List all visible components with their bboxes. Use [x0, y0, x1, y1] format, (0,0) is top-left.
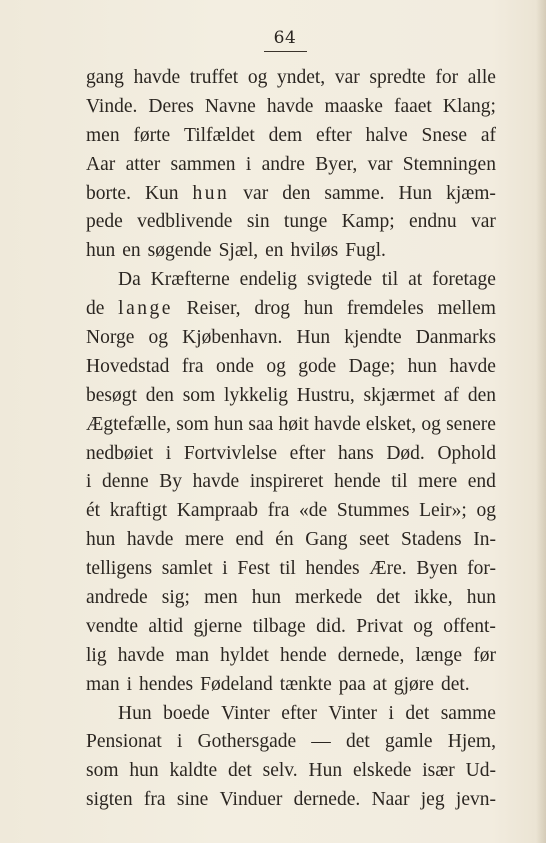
text-word: Hovedstad: [86, 355, 170, 377]
text-word: efter: [281, 702, 317, 724]
text-word: Navne: [204, 95, 256, 117]
text-word: sin: [246, 211, 270, 233]
text-line: [86, 555, 496, 584]
text-word: i: [165, 442, 172, 464]
text-word: at: [372, 673, 387, 695]
text-word: den: [145, 384, 174, 406]
text-word: telligens: [86, 558, 153, 580]
text-word: var: [471, 211, 496, 233]
text-word: endnu: [409, 211, 457, 233]
text-word: gjøre: [393, 673, 434, 695]
text-word: yndet,: [276, 67, 326, 88]
text-word: i: [126, 673, 132, 695]
text-word: foretage: [432, 269, 496, 291]
text-word: Fest: [237, 558, 270, 580]
text-line: [86, 266, 496, 295]
text-word: tunge: [283, 211, 328, 233]
text-word: hun: [303, 298, 334, 320]
text-word: Fortvivlelse: [183, 442, 277, 464]
text-word: det.: [440, 673, 470, 695]
text-word: mellem: [437, 298, 496, 320]
text-word: samlet: [161, 558, 213, 580]
text-word: pede: [86, 211, 123, 233]
text-word: og: [421, 413, 441, 435]
text-word: Gang: [305, 529, 348, 551]
text-word: Danmarks: [415, 327, 496, 349]
text-word: Aar: [86, 153, 116, 175]
text-word: altid: [148, 615, 184, 637]
text-word: i: [388, 702, 394, 724]
text-word: seet: [359, 529, 390, 551]
text-word: saa: [248, 413, 274, 435]
text-word: Kjøbenhavn.: [182, 327, 283, 349]
text-word: elsket,: [365, 413, 417, 435]
text-word: og: [413, 615, 433, 637]
text-word: Fugl.: [345, 240, 386, 262]
text-word: Stadens: [400, 529, 462, 551]
text-word: paa: [338, 673, 366, 695]
text-word: Leir»;: [419, 500, 467, 522]
text-word: havde: [126, 529, 174, 551]
text-word: vedblivende: [137, 211, 233, 233]
text-word: som: [86, 760, 119, 782]
text-word: Da: [118, 269, 141, 291]
text-line: [86, 151, 496, 180]
text-word: samme.: [324, 182, 385, 204]
text-word: det: [405, 702, 430, 724]
text-word: men: [86, 124, 120, 146]
text-line: [86, 382, 496, 411]
text-word: i: [245, 153, 252, 175]
text-word: i: [177, 731, 183, 753]
text-word: tænkte: [279, 673, 332, 695]
text-word: Byer,: [315, 153, 358, 175]
text-line: [86, 642, 496, 671]
text-word: Snese: [421, 124, 468, 146]
text-line: [86, 671, 496, 700]
text-line: [86, 613, 496, 642]
text-word: og: [266, 355, 286, 377]
text-word: boede: [163, 702, 210, 724]
text-word: Gothersgade: [197, 731, 297, 753]
text-word: lange: [118, 298, 173, 320]
text-word: did.: [316, 615, 346, 637]
text-word: en: [265, 240, 284, 262]
text-line: [86, 440, 496, 469]
text-word: Kræfterne: [150, 269, 230, 291]
text-word: offent-: [443, 615, 496, 637]
text-word: i: [222, 558, 228, 580]
text-word: kaldte: [169, 760, 218, 782]
text-word: søgende: [147, 240, 212, 262]
text-word: Fødeland: [200, 673, 273, 695]
text-word: førte: [133, 124, 171, 146]
text-word: ikke,: [414, 587, 453, 609]
text-word: til: [279, 558, 296, 580]
text-line: [86, 64, 496, 93]
text-word: den: [467, 384, 496, 406]
text-word: svigtede: [306, 269, 372, 291]
text-word: mere: [418, 471, 458, 493]
text-line: [86, 728, 496, 757]
text-word: Deres: [148, 95, 194, 117]
text-word: merkede: [295, 587, 363, 609]
text-word: man: [86, 673, 120, 695]
text-word: gode: [298, 355, 337, 377]
text-line: [86, 468, 496, 497]
text-word: denne: [102, 471, 149, 493]
text-word: efter: [289, 442, 326, 464]
text-word: fra: [267, 500, 290, 522]
text-word: sine: [176, 789, 209, 811]
text-word: til: [391, 471, 408, 493]
text-word: før: [473, 644, 496, 666]
text-word: dernede,: [337, 644, 405, 666]
text-word: høit: [278, 413, 309, 435]
text-word: end: [235, 529, 264, 551]
text-word: —: [311, 731, 331, 753]
text-word: ét: [86, 500, 101, 522]
text-word: hans: [337, 442, 374, 464]
text-word: hende: [280, 644, 327, 666]
text-word: og: [247, 67, 268, 88]
text-word: mere: [184, 529, 224, 551]
text-word: havde: [266, 95, 314, 117]
text-word: havde: [133, 67, 181, 88]
text-word: Vinter: [221, 702, 270, 724]
text-word: nedbøiet: [86, 442, 154, 464]
text-word: Hun: [118, 702, 152, 724]
text-word: selv.: [262, 760, 298, 782]
text-line: [86, 700, 496, 729]
text-word: Ophold: [437, 442, 496, 464]
text-word: Hun: [308, 760, 343, 782]
text-word: hun: [251, 587, 281, 609]
text-line: [86, 324, 496, 353]
text-word: at: [408, 269, 423, 291]
text-line: [86, 93, 496, 122]
text-word: samme: [440, 702, 496, 724]
text-word: «de: [299, 500, 328, 522]
text-word: faaet: [393, 95, 432, 117]
text-line: [86, 295, 496, 324]
text-word: var: [334, 67, 360, 88]
text-word: hun: [129, 760, 159, 782]
text-word: besøgt: [86, 384, 137, 406]
text-line: [86, 208, 496, 237]
text-word: man: [175, 644, 210, 666]
text-word: fremdeles: [346, 298, 424, 320]
text-word: Ud-: [465, 760, 496, 782]
text-word: maaske: [324, 95, 383, 117]
text-word: Dage;: [348, 355, 396, 377]
text-word: Norge: [86, 327, 135, 349]
text-word: havde: [192, 471, 240, 493]
text-word: Byen: [416, 558, 458, 580]
text-word: inspireret: [249, 471, 324, 493]
text-word: hun: [213, 413, 244, 435]
text-word: én: [275, 529, 294, 551]
text-word: Naar: [371, 789, 410, 811]
text-word: Hustru,: [296, 384, 355, 406]
text-word: lykkelig: [224, 384, 288, 406]
text-word: var: [367, 153, 393, 175]
text-word: Hun: [398, 182, 433, 204]
text-word: sammen: [170, 153, 236, 175]
text-word: skjærmet: [363, 384, 436, 406]
text-word: som: [182, 384, 216, 406]
text-word: længe: [415, 644, 463, 666]
text-word: Ægtefælle,: [86, 413, 172, 435]
text-word: til: [381, 269, 399, 291]
text-word: Kamp;: [341, 211, 395, 233]
text-word: gjerne: [193, 615, 243, 637]
text-word: den: [282, 182, 311, 204]
text-word: hendes: [139, 673, 194, 695]
text-word: By: [159, 471, 182, 493]
text-word: hende: [334, 471, 381, 493]
text-word: dernede.: [293, 789, 361, 811]
text-word: var: [243, 182, 269, 204]
text-word: hendes: [305, 558, 360, 580]
text-line: [86, 786, 496, 815]
text-word: havde: [314, 413, 361, 435]
text-word: onde: [215, 355, 254, 377]
text-word: det: [376, 587, 401, 609]
text-word: Hun: [296, 327, 331, 349]
text-word: gang: [86, 67, 124, 88]
text-word: atter: [125, 153, 161, 175]
text-word: det: [345, 731, 370, 753]
text-word: endelig: [239, 269, 298, 291]
text-word: In-: [473, 529, 496, 551]
text-word: hun: [407, 355, 437, 377]
text-word: Reiser,: [186, 298, 241, 320]
body-text: [86, 64, 496, 815]
text-word: en: [122, 240, 141, 262]
text-word: det: [227, 760, 252, 782]
text-word: andrede: [86, 587, 148, 609]
text-word: Sjæl,: [218, 240, 259, 262]
text-word: hun: [192, 182, 230, 204]
text-word: og: [476, 500, 496, 522]
text-word: elskede: [352, 760, 412, 782]
text-word: de: [86, 298, 105, 320]
text-word: end: [467, 471, 496, 493]
text-word: senere: [446, 413, 496, 435]
text-word: sig;: [161, 587, 190, 609]
text-word: jevn-: [455, 789, 496, 811]
page-edge-shadow: [536, 0, 546, 843]
text-word: Kampraab: [176, 500, 259, 522]
text-line: [86, 497, 496, 526]
text-line: [86, 237, 496, 266]
text-word: Kun: [144, 182, 179, 204]
text-word: i: [86, 471, 92, 493]
text-word: som: [176, 413, 209, 435]
text-word: borte.: [86, 182, 131, 204]
text-word: halve: [365, 124, 408, 146]
text-word: kraftigt: [109, 500, 168, 522]
text-word: Tilfældet: [183, 124, 255, 146]
text-word: Klang;: [442, 95, 496, 117]
text-word: truffet: [189, 67, 239, 88]
text-word: havde: [449, 355, 496, 377]
text-word: lig: [86, 644, 107, 666]
text-word: spredte: [369, 67, 426, 88]
text-word: men: [204, 587, 238, 609]
text-line: [86, 757, 496, 786]
text-word: hun: [86, 240, 116, 262]
text-word: Vinduer: [219, 789, 283, 811]
text-word: alle: [467, 67, 496, 88]
text-word: Stemningen: [402, 153, 496, 175]
text-word: hviløs: [290, 240, 339, 262]
page-number-rule: [264, 51, 307, 52]
text-word: og: [148, 327, 169, 349]
text-word: andre: [261, 153, 305, 175]
text-word: kjendte: [344, 327, 402, 349]
text-word: Pensionat: [86, 731, 162, 753]
text-word: for: [435, 67, 459, 88]
text-word: efter: [315, 124, 352, 146]
text-word: tilbage: [252, 615, 306, 637]
page-number: 64: [273, 28, 297, 48]
text-line: [86, 584, 496, 613]
text-word: hun: [86, 529, 116, 551]
text-line: [86, 180, 496, 209]
text-word: Vinter: [328, 702, 378, 724]
text-word: Privat: [356, 615, 403, 637]
text-word: fra: [181, 355, 204, 377]
text-word: dem: [268, 124, 303, 146]
text-word: drog: [254, 298, 291, 320]
text-line: [86, 353, 496, 382]
text-word: kjæm-: [446, 182, 496, 204]
text-word: Vinde.: [86, 95, 138, 117]
text-word: hyldet: [220, 644, 269, 666]
text-word: især: [422, 760, 455, 782]
text-word: Hjem,: [447, 731, 496, 753]
text-word: sigten: [86, 789, 133, 811]
text-word: jeg: [420, 789, 445, 811]
text-word: havde: [117, 644, 165, 666]
text-word: gamle: [384, 731, 433, 753]
text-word: Ære.: [369, 558, 407, 580]
text-word: vendte: [86, 615, 138, 637]
text-word: for-: [467, 558, 496, 580]
text-line: [86, 526, 496, 555]
text-word: Død.: [386, 442, 425, 464]
text-word: af: [480, 124, 496, 146]
text-word: fra: [143, 789, 166, 811]
text-line: [86, 411, 496, 440]
text-word: af: [443, 384, 460, 406]
text-word: hun: [466, 587, 496, 609]
text-line: [86, 122, 496, 151]
text-word: Stummes: [336, 500, 410, 522]
